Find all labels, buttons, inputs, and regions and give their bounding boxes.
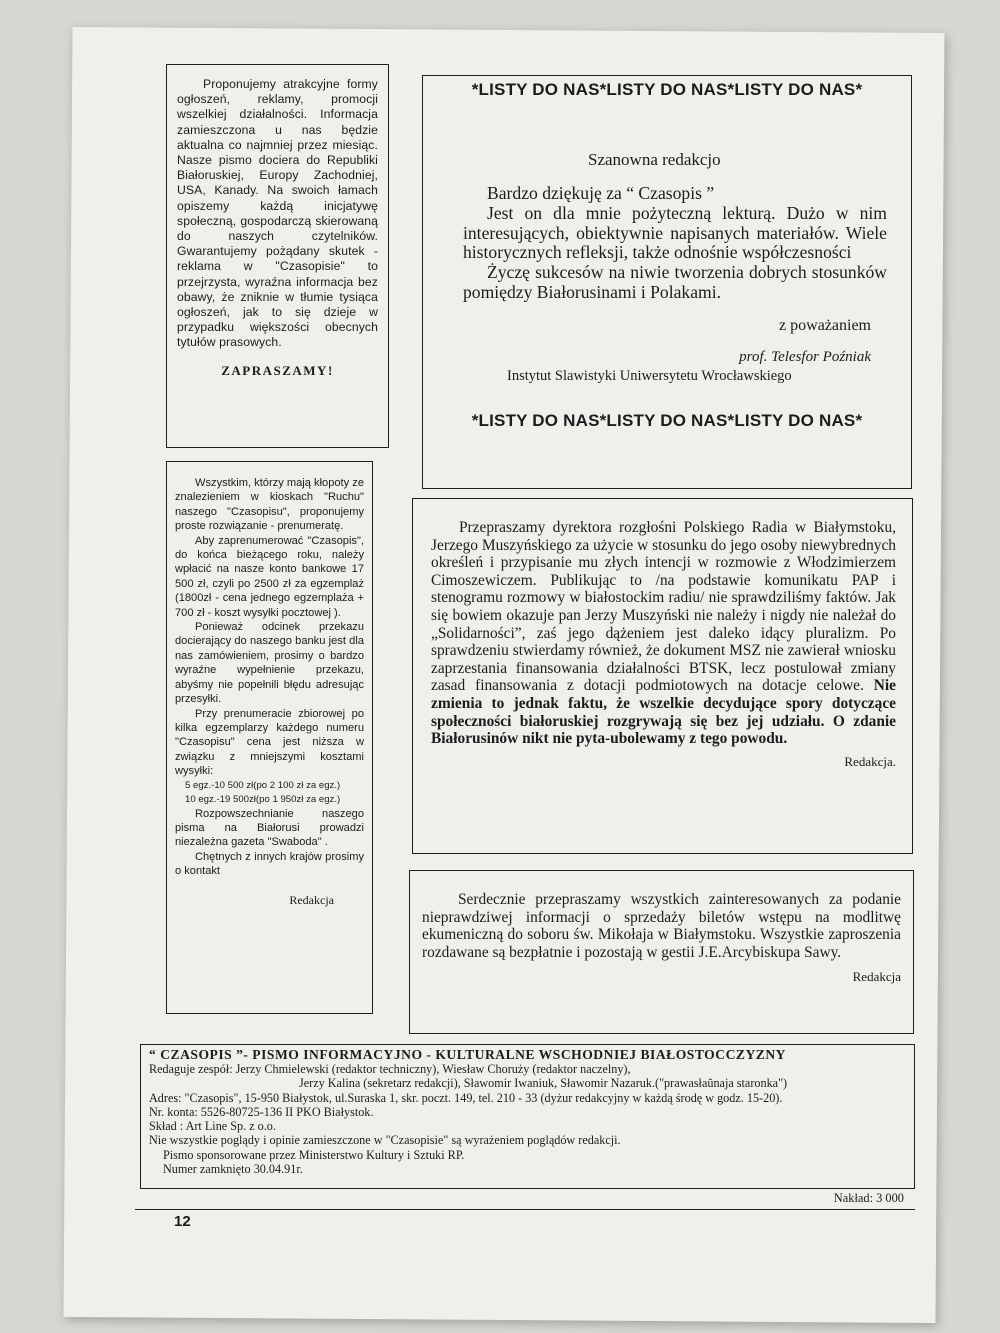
letter-paragraph: Życzę sukcesów na niwie tworzenia dobrych stosunków pomiędzy Białorusinami i Polakami. [463, 262, 887, 302]
page-number: 12 [174, 1213, 191, 1230]
letter-paragraph: Jest on dla mnie pożyteczną lekturą. Dużo w nim interesujących, obiektywnie napisanych materiałów. Wiele historycznych refleksji, także odnośnie współczesności [463, 202, 887, 263]
apology2-signature: Redakcja [852, 969, 901, 985]
masthead-box [140, 1044, 915, 1205]
letter-paragraph: Bardzo dziękuję za “ Czasopis ” [487, 183, 715, 203]
subscription-box [166, 461, 373, 1014]
apology2-text: Serdecznie przepraszamy wszystkich zainteresowanych za podanie nieprawdziwej informacji o sprzedaży biletów wstępu na modlitwę ekumeniczną do soboru św. Mikołaja w Białymstoku. Wszystkie zaproszenia rozdawane są bezpłatnie i pozostają w gestii J.E.Arcybiskupa Sawy. [422, 891, 901, 961]
masthead-line: Nie wszystkie poglądy i opinie zamieszczone w "Czasopisie" są wyrażeniem poglądów redakcji. [149, 1133, 621, 1148]
letter-body [463, 184, 887, 303]
letter-institution: Instytut Slawistyki Uniwersytetu Wrocławskiego [507, 367, 792, 384]
masthead-line: Jerzy Kalina (sekretarz redakcji), Sławomir Iwaniuk, Sławomir Nazaruk.("prawasłaŭnaja staronka") [299, 1076, 788, 1091]
letters-banner-top: *LISTY DO NAS*LISTY DO NAS*LISTY DO NAS* [471, 80, 863, 99]
letter-salutation: Szanowna redakcjo [588, 150, 721, 169]
price-line: 10 egz.-19 500zł(po 1 950zł za egz.) [185, 793, 341, 805]
advertising-text: Proponujemy atrakcyjne formy ogłoszeń, reklamy, promocji wszelkiej działalności. Informacja zamieszczona u nas będzie aktualna co najmniej przez miesiąc. Nasze pismo dociera do Republiki Białoruskiej, Europy Zachodniej, USA, Kanady. Na swoich łamach opiszemy każdą inicjatywę społeczną, gospodarczą skierowaną do naszych czytelników. Gwarantujemy pożądany skutek - reklama w "Czasopisie" to przejrzysta, wyraźna informacja bez obawy, że zniknie w tłumie tysiąca ogłoszeń, jak to się dzieje w przypadku większości obecnych tytułów prasowych. [177, 77, 378, 350]
apology-regular-text: Przepraszamy dyrektora rozgłośni Polskiego Radia w Białymstoku, Jerzego Muszyńskiego za użycie w stosunku do jego osoby niewybrednych określeń i przypisanie mu złych intencji w rozmowie z Włodzimierzem Cimoszewiczem. Publikując to /na podstawie komunikatu PAP i stenogramu rozmowy w białostockim radiu/ nie sprawdziliśmy faktów. Jak się bowiem okazuje pan Jerzy Muszyński nie należy i nigdy nie należał do „Solidarności”, zaś jego dążeniem jest daleko idący pluralizm. Po sprawdzeniu stwierdamy również, że dokument MSZ nie zawierał wniosku zaprzestania finansowania działalności BTSK, lecz postulował zmiany zasad finansowania z dotacji podmiotowych na dotacje celowe. [431, 519, 896, 695]
subscription-paragraph: Ponieważ odcinek przekazu docierający do naszego banku jest dla nas zamówieniem, prosimy o bardzo wyraźne wypełnienie przekazu, abyśmy nie popełnili błędu adresując przesyłki. [175, 621, 364, 706]
masthead-line: Redaguje zespół: Jerzy Chmielewski (redaktor techniczny), Wiesław Choruży (redaktor naczelny), [149, 1062, 631, 1076]
masthead-title: “ CZASOPIS ”- PISMO INFORMACYJNO - KULTURALNE WSCHODNIEJ BIAŁOSTOCCZYZNY [149, 1047, 786, 1062]
apology-signature: Redakcja. [844, 753, 896, 769]
invite-heading: ZAPRASZAMY! [221, 362, 334, 378]
masthead-line: Nr. konta: 5526-80725-136 II PKO Białystok. [149, 1104, 374, 1119]
letters-banner-bottom: *LISTY DO NAS*LISTY DO NAS*LISTY DO NAS* [471, 410, 863, 430]
apology-box [412, 498, 913, 854]
masthead-line: Skład : Art Line Sp. z o.o. [149, 1119, 276, 1134]
letter-regards: z poważaniem [779, 316, 871, 334]
subscription-paragraph: Przy prenumeracie zbiorowej po kilka egzemplarzy każdego numeru "Czasopisu" cena jest niższa w związku z mniejszymi kosztami wysyłki: [175, 707, 364, 778]
letter-author: prof. Telesfor Poźniak [739, 348, 871, 365]
apology-text [431, 519, 896, 748]
subscription-signature: Redakcja [289, 892, 334, 907]
price-line: 5 egz.-10 500 zł(po 2 100 zł za egz.) [185, 779, 341, 791]
subscription-paragraph: Chętnych z innych krajów prosimy o kontakt [175, 850, 364, 878]
letters-box [422, 75, 912, 489]
masthead-line: Pismo sponsorowane przez Ministerstwo Kultury i Sztuki RP. [163, 1147, 465, 1162]
circulation: Nakład: 3 000 [833, 1191, 904, 1205]
subscription-paragraph: Wszystkim, którzy mają kłopoty ze znalezieniem w kioskach "Ruchu" naszego "Czasopisu", proponujemy proste rozwiązanie - prenumeratę. [175, 477, 364, 533]
masthead-line: Adres: "Czasopis", 15-950 Białystok, ul.Suraska 1, skr. poczt. 149, tel. 210 - 33 (dyżur redakcyjny w każdą środę w godz. 15-20). [149, 1090, 783, 1105]
masthead-line: Numer zamknięto 30.04.91r. [163, 1162, 303, 1177]
footer-rule [135, 1209, 915, 1210]
subscription-paragraph: Aby zaprenumerować "Czasopis", do końca bieżącego roku, należy wpłacić na nasze konto bankowe 17 500 zł, czyli po 2500 zł za egzemplaż (1800zł - cena jednego egzemplaża + 700 zł - koszt wysyłki pocztowej ). [175, 534, 364, 619]
apology-bold-text: Nie zmienia to jednak faktu, że wszelkie decydujące spory dotyczące społeczności białoruskiej rozgrywają się bez jej udziału. O zdanie Białorusinów nikt nie pyta-ubolewamy z tego powodu. [431, 677, 896, 748]
apology2-box [409, 870, 914, 1034]
subscription-paragraph: Rozpowszechnianie naszego pisma na Białorusi prowadzi niezależna gazeta "Swaboda" . [175, 807, 364, 849]
advertising-box [166, 64, 389, 448]
